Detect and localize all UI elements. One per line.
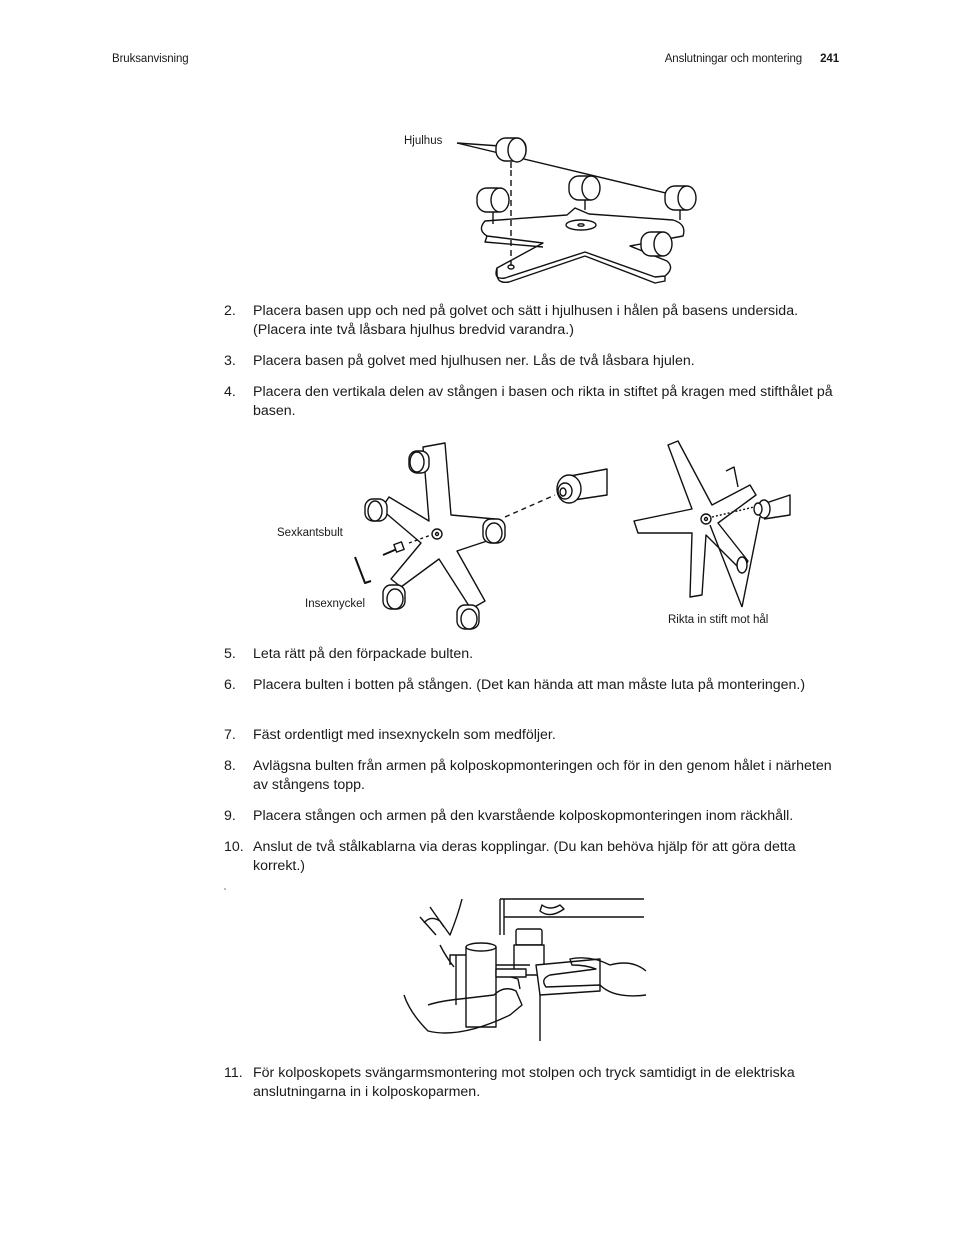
step-7: 7. Fäst ordentligt med insexnyckeln som medföljer. [224,727,556,743]
step-10: 10. Anslut de två stålkablarna via deras kopplingar. (Du kan behöva hjälp för att göra detta korrekt.) [224,839,796,874]
step-4: 4. Placera den vertikala delen av stången i basen och rikta in stiftet på kragen med stifthålet på basen. [224,384,833,419]
step-9: 9. Placera stången och armen på den kvarstående kolposkopmonteringen inom räckhåll. [224,808,794,824]
figure-cable-connection [400,895,650,1045]
step-5: 5. Leta rätt på den förpackade bulten. [224,646,474,662]
label-rikta: Rikta in stift mot hål [668,614,769,626]
label-sexkantsbult: Sexkantsbult [277,527,343,539]
step-3: 3. Placera basen på golvet med hjulhusen ner. Lås de två låsbara hjulen. [224,353,695,369]
step-6: 6. Placera bulten i botten på stången. (Det kan hända att man måste luta på monteringen.) [224,677,806,693]
step-8: 8. Avlägsna bulten från armen på kolposkopmonteringen och för in den genom hålet i närheten av stångens topp. [224,758,832,793]
label-hjulhus: Hjulhus [404,135,443,147]
figure-caster-base [455,128,705,293]
step-11: 11. För kolposkopets svängarmsmontering mot stolpen och tryck samtidigt in de elektriska anslutningarna in i kolposkoparmen. [224,1065,795,1100]
figure-pin-alignment [630,437,795,617]
section-title: Anslutningar och montering [664,53,803,65]
figure-base-underside [345,437,625,637]
page-number: 241 [820,53,839,65]
running-header-right [665,53,839,65]
label-insexnyckel: Insexnyckel [305,598,366,610]
step-2: 2. Placera basen upp och ned på golvet och sätt i hjulhusen i hålen på basens undersida. (Placera inte två låsbara hjulhus bredvid varandra.) [224,303,799,338]
stray-mark [224,888,226,890]
running-header-left: Bruksanvisning [112,53,189,65]
